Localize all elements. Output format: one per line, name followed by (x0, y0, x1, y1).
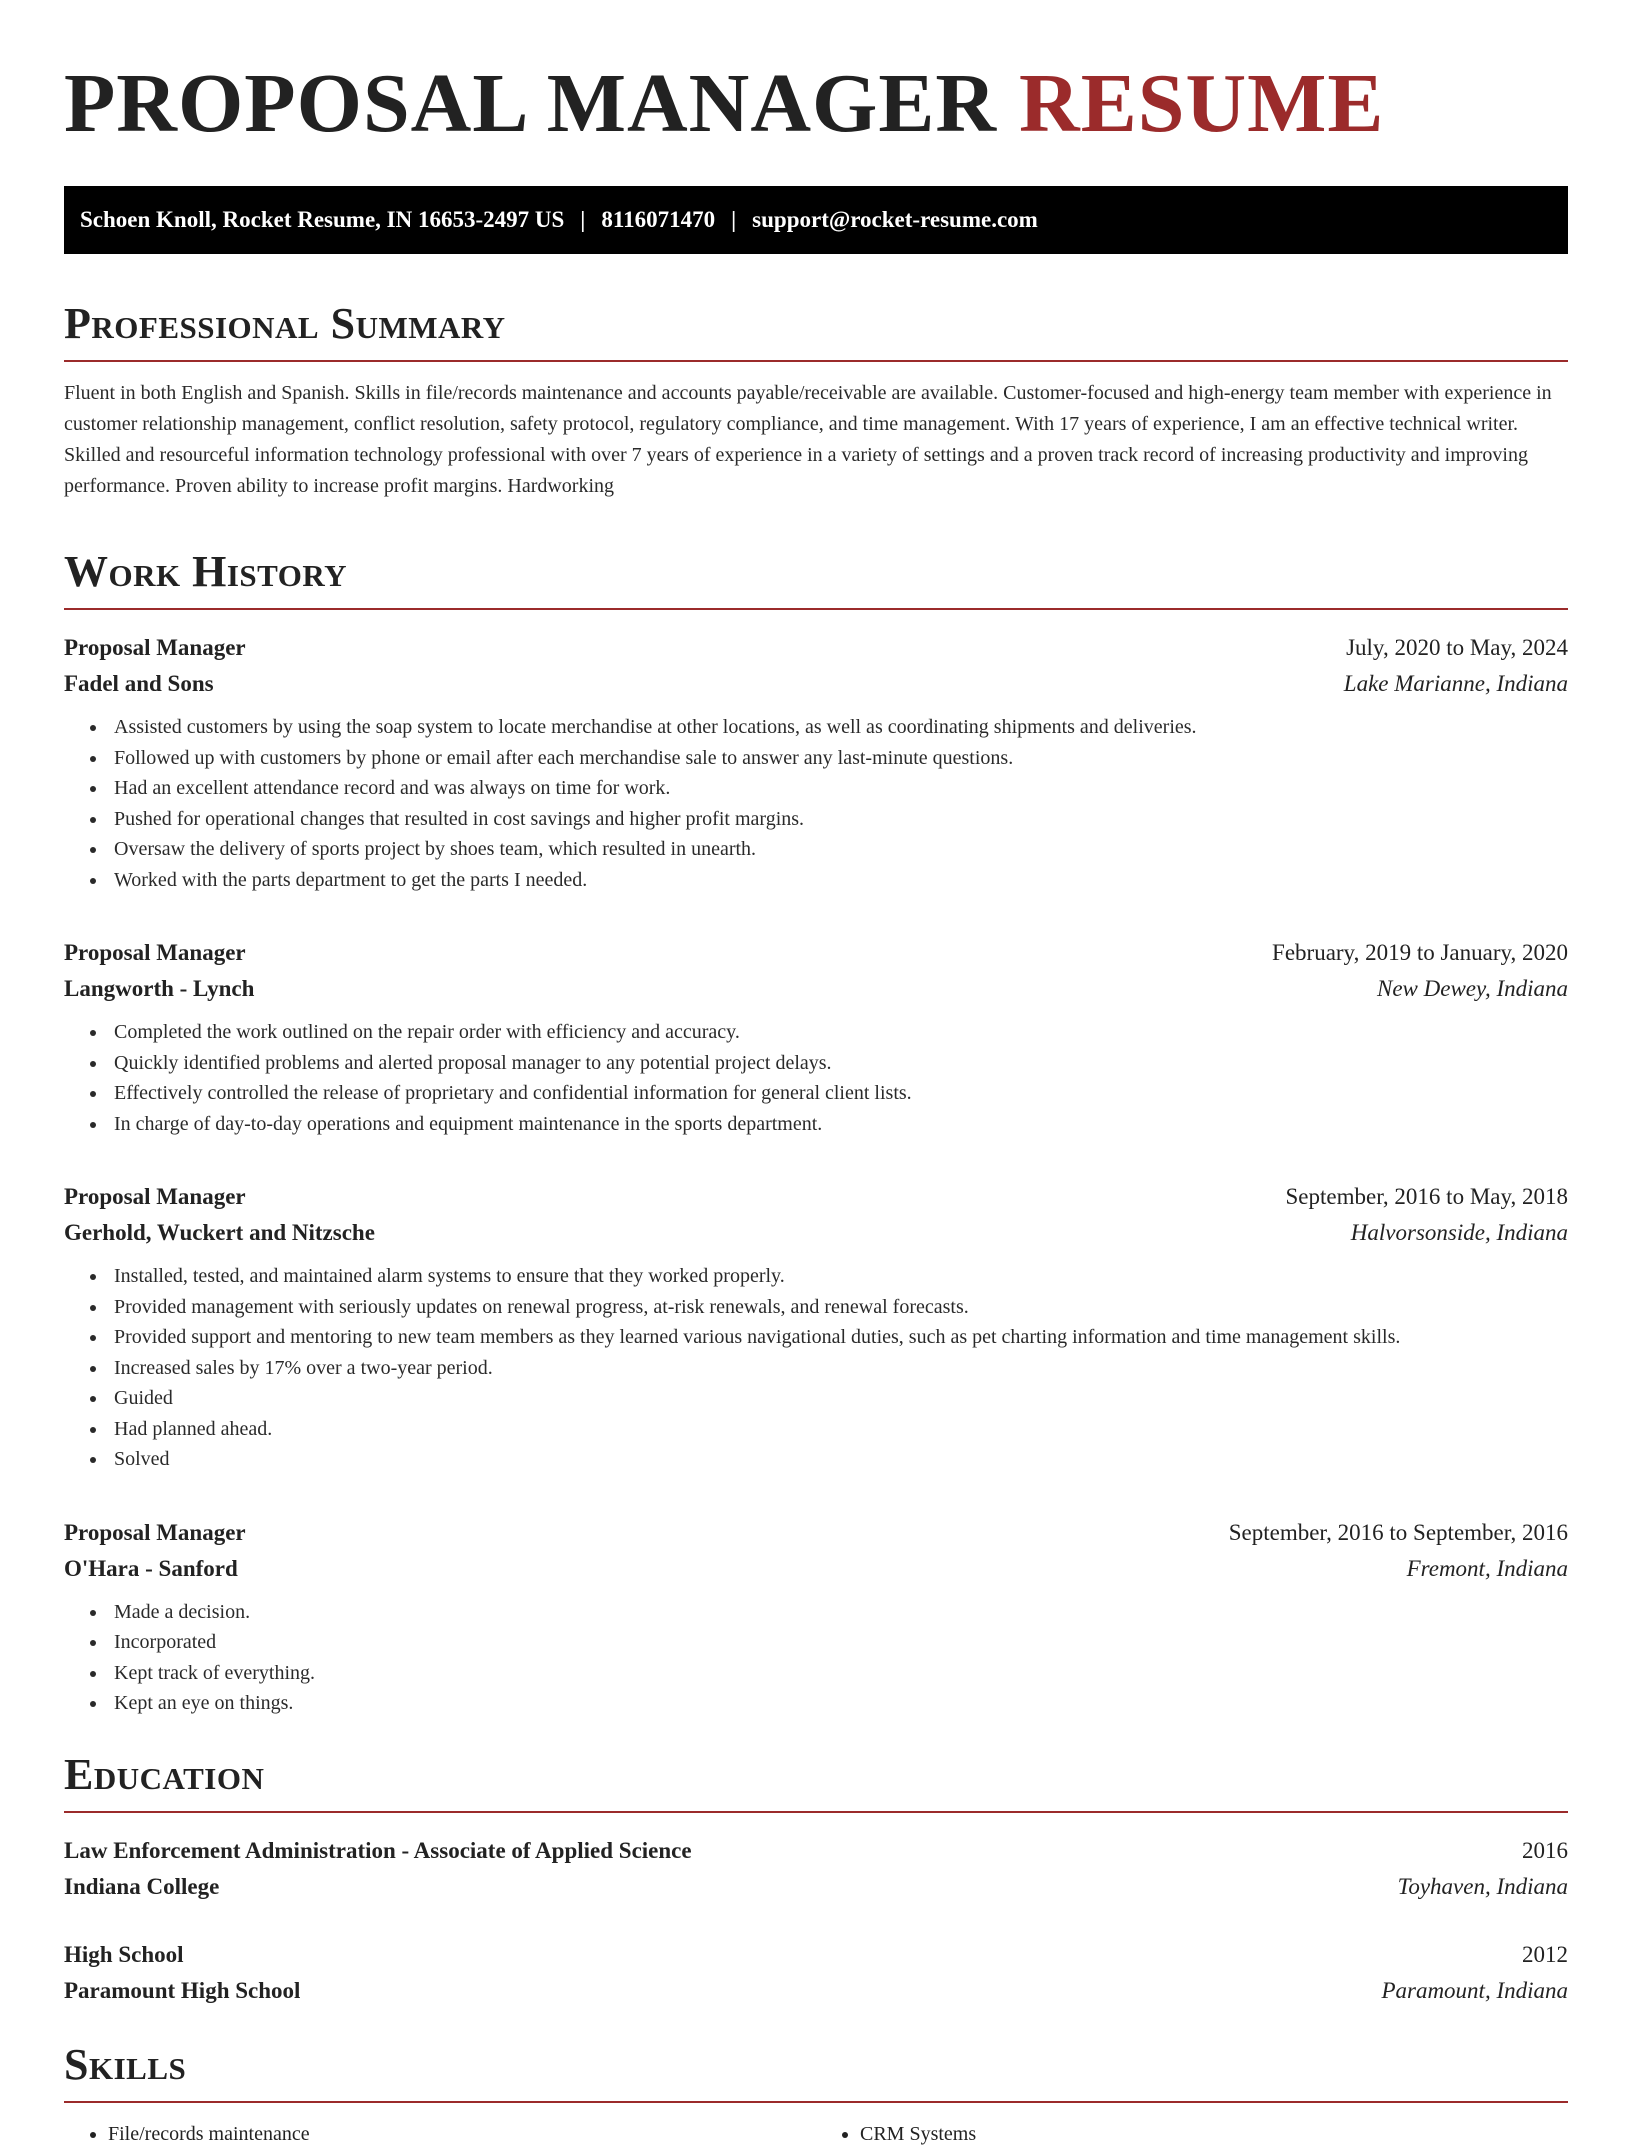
job-bullet: • Made a decision. (108, 1597, 1568, 1628)
job-entry (64, 1179, 1568, 1475)
job-bullet: • Provided management with seriously updates on renewal progress, at-risk renewals, and renewal forecasts. (108, 1292, 1568, 1323)
job-title: Proposal Manager (64, 635, 246, 660)
job-location: Lake Marianne, Indiana (1343, 671, 1568, 696)
resume-title (64, 56, 1568, 152)
section-divider (64, 608, 1568, 610)
job-bullet: • Increased sales by 17% over a two-year period. (108, 1353, 1568, 1384)
job-title: Proposal Manager (64, 1184, 246, 1209)
job-bullet: • Had an excellent attendance record and was always on time for work. (108, 773, 1568, 804)
skills-section (64, 2039, 1568, 2149)
job-bullet: • Had planned ahead. (108, 1414, 1568, 1445)
job-bullet: • Assisted customers by using the soap system to locate merchandise at other locations, as well as coordinating shipments and deliveries. (108, 712, 1568, 743)
job-dates: September, 2016 to May, 2018 (1285, 1184, 1568, 1209)
section-divider (64, 360, 1568, 362)
job-bullets (64, 1017, 1568, 1139)
job-company: O'Hara - Sanford (64, 1555, 238, 1581)
contact-email: support@rocket-resume.com (752, 207, 1038, 232)
job-bullet: • Pushed for operational changes that resulted in cost savings and higher profit margins. (108, 804, 1568, 835)
job-bullet: • Oversaw the delivery of sports project by shoes team, which resulted in unearth. (108, 834, 1568, 865)
job-company: Gerhold, Wuckert and Nitzsche (64, 1220, 375, 1245)
section-heading: Work History (64, 547, 348, 596)
education-school: Indiana College (64, 1873, 220, 1899)
job-bullets (64, 1261, 1568, 1475)
job-bullet: • Effectively controlled the release of proprietary and confidential information for general client lists. (108, 1078, 1568, 1109)
education-entry (64, 1937, 1568, 2009)
job-bullet: • Worked with the parts department to get the parts I needed. (108, 865, 1568, 896)
job-bullets (64, 1597, 1568, 1719)
job-bullet: • Kept track of everything. (108, 1658, 1568, 1689)
job-dates: February, 2019 to January, 2020 (1272, 940, 1568, 965)
job-dates: September, 2016 to September, 2016 (1228, 1519, 1568, 1545)
section-divider (64, 2101, 1568, 2103)
job-company: Fadel and Sons (64, 671, 214, 696)
skill-item: • CRM Systems (860, 2119, 1568, 2149)
section-heading: Professional Summary (64, 299, 506, 348)
education-location: Paramount, Indiana (1381, 1977, 1568, 2003)
work-history-section (64, 546, 1568, 1719)
skills-column-right (816, 2119, 1568, 2149)
job-entry (64, 630, 1568, 895)
contact-bar (64, 186, 1568, 254)
job-bullet: • Solved (108, 1444, 1568, 1475)
section-divider (64, 1811, 1568, 1813)
job-bullet: • Followed up with customers by phone or email after each merchandise sale to answer any last-minute questions. (108, 743, 1568, 774)
job-title: Proposal Manager (64, 940, 246, 965)
job-bullets (64, 712, 1568, 895)
education-entry (64, 1833, 1568, 1905)
job-dates: July, 2020 to May, 2024 (1346, 635, 1568, 660)
job-company: Langworth - Lynch (64, 976, 255, 1001)
education-section (64, 1749, 1568, 2009)
section-heading: Education (64, 1749, 265, 1799)
job-entry (64, 935, 1568, 1139)
job-bullet: • Quickly identified problems and alerted proposal manager to any potential project delays. (108, 1048, 1568, 1079)
education-degree: High School (64, 1941, 184, 1967)
education-school: Paramount High School (64, 1977, 301, 2003)
job-location: Fremont, Indiana (1406, 1555, 1568, 1581)
job-bullet: • In charge of day-to-day operations and equipment maintenance in the sports department. (108, 1109, 1568, 1140)
title-accent: RESUME (1019, 57, 1385, 150)
contact-address: Schoen Knoll, Rocket Resume, IN 16653-2497 US (80, 207, 565, 232)
contact-separator: | (731, 207, 737, 232)
education-year: 2016 (1522, 1837, 1568, 1863)
job-bullet: • Completed the work outlined on the repair order with efficiency and accuracy. (108, 1017, 1568, 1048)
skill-item: • File/records maintenance (108, 2119, 816, 2149)
job-bullet: • Guided (108, 1383, 1568, 1414)
job-bullet: • Incorporated (108, 1627, 1568, 1658)
contact-separator: | (580, 207, 586, 232)
education-location: Toyhaven, Indiana (1397, 1873, 1568, 1899)
job-entry (64, 1515, 1568, 1719)
job-title: Proposal Manager (64, 1519, 246, 1545)
education-year: 2012 (1522, 1941, 1568, 1967)
skills-list (64, 2119, 1568, 2149)
skills-column-left (64, 2119, 816, 2149)
job-bullet: • Installed, tested, and maintained alarm systems to ensure that they worked properly. (108, 1261, 1568, 1292)
job-bullet: • Provided support and mentoring to new team members as they learned various navigational duties, such as pet charting information and time management skills. (108, 1322, 1568, 1353)
section-heading: Skills (64, 2039, 187, 2089)
job-location: New Dewey, Indiana (1377, 976, 1568, 1001)
job-bullet: • Kept an eye on things. (108, 1688, 1568, 1719)
education-degree: Law Enforcement Administration - Associate of Applied Science (64, 1837, 692, 1863)
contact-phone: 8116071470 (601, 207, 716, 232)
summary-section (64, 298, 1568, 502)
job-location: Halvorsonside, Indiana (1350, 1220, 1568, 1245)
title-main: PROPOSAL MANAGER (64, 57, 998, 150)
summary-text: Fluent in both English and Spanish. Skills in file/records maintenance and accounts payable/receivable are available. Customer-focused and high-energy team member with experience in customer relationship management, conflict resolution, safety protocol, regulatory compliance, and time management. With 17 years of experience, I am an effective technical writer. Skilled and resourceful information technology professional with over 7 years of experience in a variety of settings and a proven track record of increasing productivity and improving performance. Proven ability to increase profit margins. Hardworking (64, 382, 1552, 497)
